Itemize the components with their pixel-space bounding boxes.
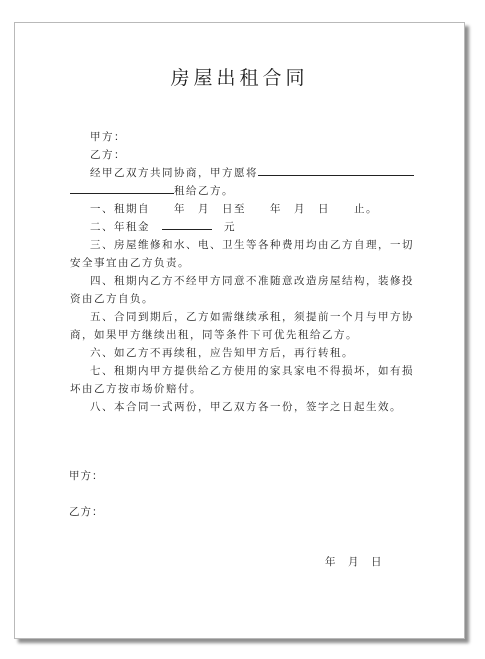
party-b-label: 乙方： [90,149,126,161]
clause-2-unit: 元 [224,221,236,233]
intro-text-2: 租给乙方。 [174,185,234,197]
clause-2-text: 二、年租金 [90,221,150,233]
party-a-label: 甲方： [90,131,126,143]
clause-7-line-2: 坏由乙方按市场价赔付。 [70,383,202,395]
clause-2 [90,219,236,234]
rent-blank [162,219,212,230]
intro-line-1 [90,165,414,180]
clause-5-line-2: 商，如果甲方继续出租，同等条件下可优先租给乙方。 [70,329,358,341]
clause-4-line-1: 四、租期内乙方不经甲方同意不准随意改造房屋结构，装修投 [90,275,414,287]
clause-5-line-1: 五、合同到期后，乙方如需继续承租，须提前一个月与甲方协 [90,311,414,323]
contract-title: 房屋出租合同 [170,67,309,89]
property-blank [258,165,414,176]
clause-3-line-2: 安全事宜由乙方负责。 [70,257,190,269]
signature-party-a: 甲方： [69,470,104,482]
clause-6: 六、如乙方不再续租，应告知甲方后，再行转租。 [90,347,354,359]
clause-8: 八、本合同一式两份，甲乙双方各一份，签字之日起生效。 [90,401,402,413]
contract-page [14,22,465,639]
property-blank-2 [70,183,174,194]
clause-3-line-1: 三、房屋维修和水、电、卫生等各种费用均由乙方自理，一切 [90,239,414,251]
signature-party-b: 乙方： [69,506,104,518]
intro-line-2 [70,183,234,198]
clause-4-line-2: 资由乙方自负。 [70,293,154,305]
signing-date: 年 月 日 [325,556,383,568]
clause-1: 一、租期自 年 月 日至 年 月 日 止。 [90,203,378,215]
intro-text-1: 经甲乙双方共同协商，甲方愿将 [90,167,258,179]
clause-7-line-1: 七、租期内甲方提供给乙方使用的家具家电不得损坏，如有损 [90,365,414,377]
